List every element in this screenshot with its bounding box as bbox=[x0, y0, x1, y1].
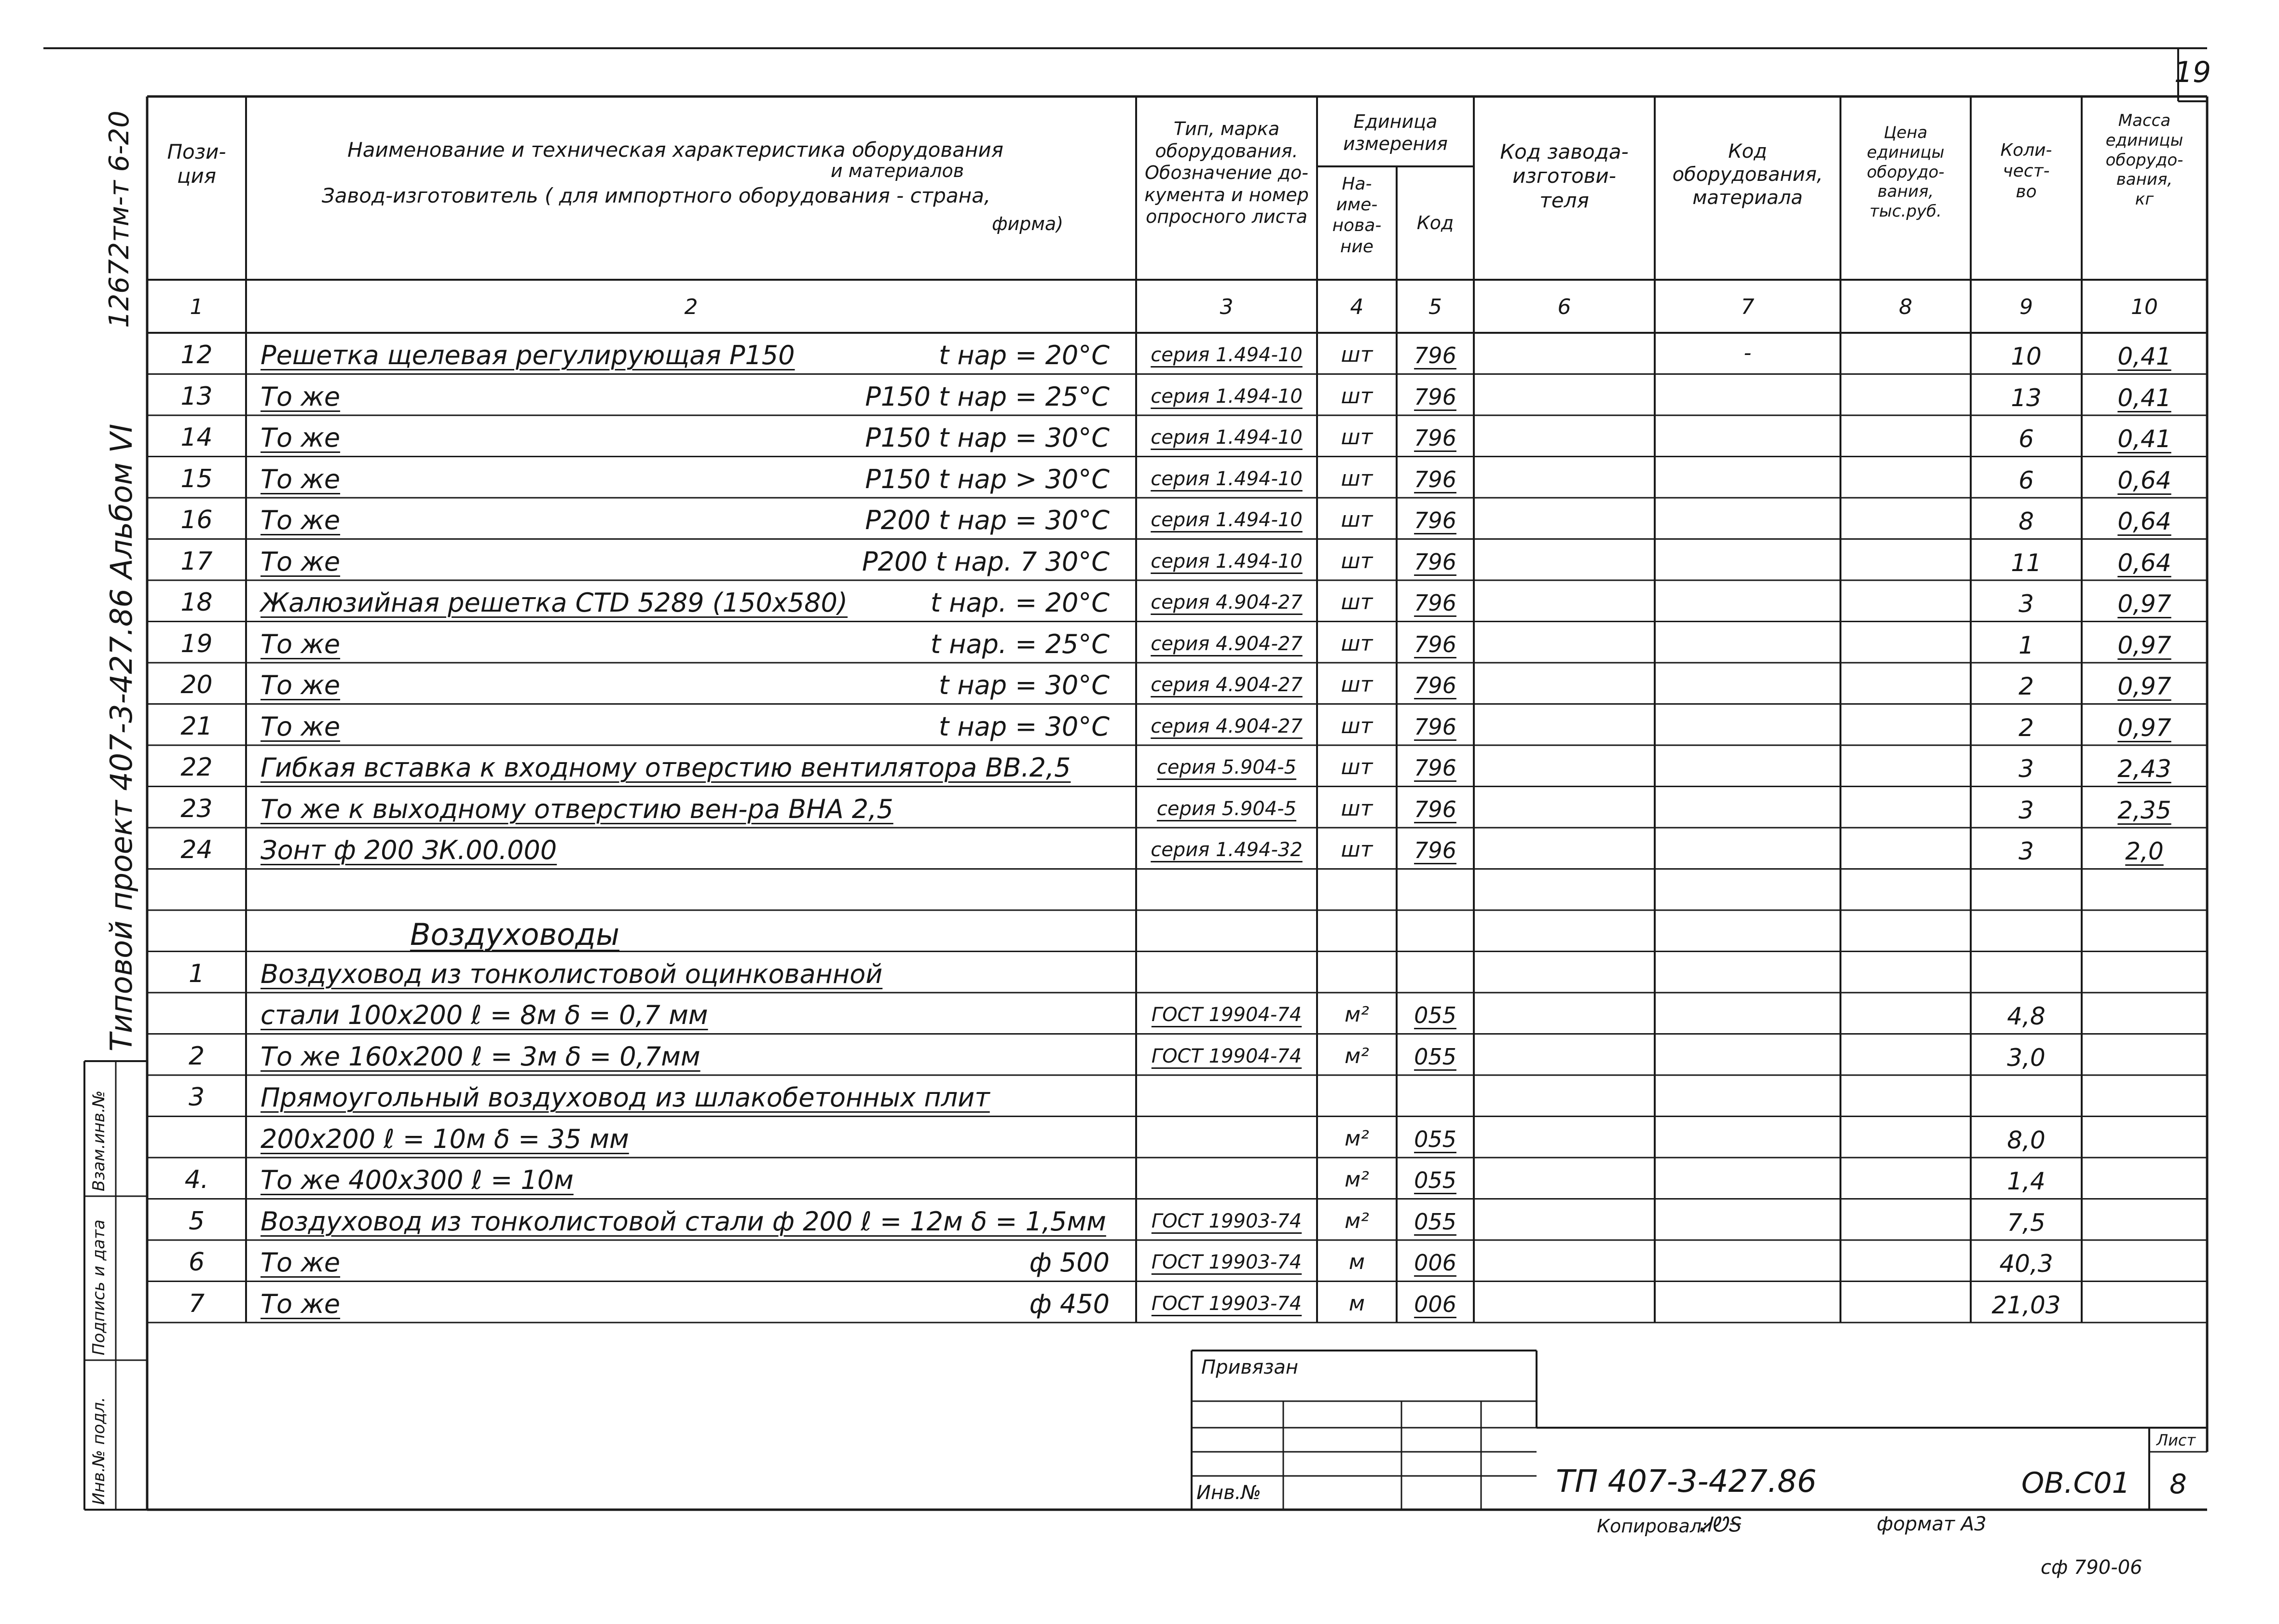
header-equipment-code: Код оборудования, материала bbox=[1672, 140, 1823, 209]
row-mass: 0,64 bbox=[2117, 548, 2171, 577]
row-name: Прямоугольный воздуховод из шлакобетонных плит bbox=[261, 1082, 990, 1113]
row-position: 6 bbox=[188, 1248, 205, 1277]
column-number: 5 bbox=[1428, 295, 1442, 319]
privyazan-label: Привязан bbox=[1201, 1356, 1299, 1378]
row-unit-code: 006 bbox=[1414, 1250, 1456, 1276]
row-mass: 2,0 bbox=[2125, 837, 2164, 865]
row-position: 16 bbox=[180, 505, 213, 534]
row-unit-code: 796 bbox=[1414, 507, 1456, 533]
row-unit-code: 055 bbox=[1414, 1126, 1456, 1152]
row-unit: м² bbox=[1345, 1043, 1369, 1068]
row-quantity: 13 bbox=[2011, 383, 2042, 412]
column-number: 6 bbox=[1557, 295, 1571, 319]
row-name: То же bbox=[261, 464, 341, 494]
row-quantity: 8,0 bbox=[2007, 1126, 2046, 1154]
side-document-code: 12672тм-т 6-20 bbox=[104, 110, 135, 328]
row-name: Решетка щелевая регулирующая Р150 bbox=[261, 340, 795, 370]
header-price: Цена единицы оборудо- вания, тыс.руб. bbox=[1867, 123, 1945, 221]
row-mass: 0,97 bbox=[2117, 631, 2171, 659]
row-position: 13 bbox=[180, 382, 213, 411]
row-unit-code: 796 bbox=[1414, 631, 1456, 657]
row-designation: серия 1.494-10 bbox=[1151, 467, 1303, 490]
row-unit: шт bbox=[1341, 837, 1373, 862]
header-name-line3: Завод-изготовитель ( для импортного оборудования - страна, bbox=[321, 184, 991, 207]
row-quantity: 21,03 bbox=[1991, 1291, 2061, 1319]
header-name-line1: Наименование и техническая характеристика оборудования bbox=[347, 138, 1003, 162]
row-designation: ГОСТ 19903-74 bbox=[1151, 1292, 1302, 1315]
sheet-code: ОВ.С01 bbox=[2021, 1466, 2130, 1500]
column-number: 9 bbox=[2019, 295, 2033, 319]
copied-by-signature: ᏗᏬᎦ bbox=[1701, 1513, 1741, 1536]
row-unit-code: 055 bbox=[1414, 1043, 1456, 1070]
row-equipment-code: - bbox=[1744, 341, 1752, 365]
row-position: 22 bbox=[180, 753, 213, 782]
row-name: То же bbox=[261, 505, 341, 535]
row-name-right: Р150 t нар = 25°C bbox=[865, 381, 1110, 412]
row-position: 24 bbox=[180, 835, 213, 864]
column-number: 10 bbox=[2131, 295, 2158, 319]
row-unit: шт bbox=[1341, 796, 1373, 821]
row-name-right: Р150 t нар = 30°C bbox=[865, 423, 1110, 453]
row-name-right: t нар = 20°C bbox=[938, 340, 1110, 370]
row-unit: шт bbox=[1341, 548, 1373, 573]
row-name: стали 100х200 ℓ = 8м δ = 0,7 мм bbox=[261, 1000, 708, 1030]
header-name-line2: и материалов bbox=[830, 160, 964, 181]
side-stamp-signature: Подпись и дата bbox=[89, 1219, 109, 1355]
inventory-number-label: Инв.№ bbox=[1196, 1482, 1261, 1504]
row-unit: м² bbox=[1345, 1167, 1369, 1192]
row-position: 20 bbox=[180, 670, 213, 699]
row-quantity: 3,0 bbox=[2007, 1043, 2046, 1072]
row-name-right: t нар. = 20°C bbox=[930, 587, 1110, 618]
row-designation: серия 4.904-27 bbox=[1151, 632, 1303, 655]
row-mass: 0,64 bbox=[2117, 507, 2171, 535]
row-name-right: Р150 t нар > 30°C bbox=[865, 464, 1110, 494]
row-name-right: t нар. = 25°C bbox=[930, 628, 1110, 659]
row-position: 19 bbox=[180, 629, 213, 658]
row-unit-code: 796 bbox=[1414, 755, 1456, 781]
side-project-title: Типовой проект 407-3-427.86 Альбом VI bbox=[104, 423, 139, 1051]
row-name-right: t нар = 30°C bbox=[938, 711, 1110, 742]
row-unit: м bbox=[1348, 1250, 1365, 1274]
row-designation: серия 1.494-32 bbox=[1151, 839, 1303, 861]
section-heading: Воздуховоды bbox=[410, 917, 619, 952]
row-quantity: 1 bbox=[2018, 631, 2034, 659]
row-designation: серия 1.494-10 bbox=[1151, 385, 1303, 408]
row-unit: шт bbox=[1341, 590, 1373, 614]
row-unit-code: 796 bbox=[1414, 342, 1456, 368]
row-name: То же bbox=[261, 381, 341, 412]
header-unit-code: Код bbox=[1416, 212, 1454, 233]
row-name: То же bbox=[261, 670, 341, 700]
side-stamp-replacement: Взам.инв.№ bbox=[89, 1090, 109, 1191]
row-unit: шт bbox=[1341, 507, 1373, 532]
row-designation: ГОСТ 19903-74 bbox=[1151, 1210, 1302, 1232]
row-position: 5 bbox=[188, 1206, 205, 1236]
side-stamp-inventory: Инв.№ подл. bbox=[89, 1397, 109, 1505]
copied-by-label: Копировал: bbox=[1597, 1515, 1708, 1537]
row-name: То же 400х300 ℓ = 10м bbox=[261, 1165, 574, 1195]
row-position: 23 bbox=[180, 794, 213, 823]
row-quantity: 40,3 bbox=[1999, 1250, 2053, 1278]
row-quantity: 6 bbox=[2018, 425, 2034, 453]
row-mass: 0,97 bbox=[2117, 590, 2171, 618]
row-position: 14 bbox=[180, 423, 213, 452]
row-unit: шт bbox=[1341, 631, 1373, 656]
header-unit-name: На- име- нова- ние bbox=[1332, 174, 1382, 257]
row-designation: серия 1.494-10 bbox=[1151, 509, 1303, 531]
row-unit: шт bbox=[1341, 713, 1373, 738]
row-quantity: 2 bbox=[2018, 672, 2034, 700]
row-quantity: 3 bbox=[2018, 755, 2034, 783]
row-mass: 0,41 bbox=[2117, 425, 2171, 453]
row-unit: м bbox=[1348, 1291, 1365, 1316]
row-designation: ГОСТ 19904-74 bbox=[1151, 1045, 1302, 1067]
row-unit: м² bbox=[1345, 1002, 1369, 1027]
row-designation: ГОСТ 19904-74 bbox=[1151, 1004, 1302, 1026]
row-quantity: 4,8 bbox=[2007, 1002, 2046, 1030]
row-unit: м² bbox=[1345, 1126, 1369, 1151]
row-designation: серия 1.494-10 bbox=[1151, 550, 1303, 573]
row-unit: шт bbox=[1341, 425, 1373, 450]
row-quantity: 1,4 bbox=[2007, 1167, 2046, 1195]
row-name: То же к выходному отверстию вен-ра ВНА 2,5 bbox=[261, 793, 893, 824]
row-name: То же bbox=[261, 1288, 341, 1319]
row-unit: шт bbox=[1341, 342, 1373, 367]
column-number: 7 bbox=[1741, 295, 1755, 319]
row-position: 2 bbox=[188, 1041, 205, 1071]
row-designation: серия 4.904-27 bbox=[1151, 674, 1303, 696]
header-position: Пози- ция bbox=[167, 140, 226, 188]
row-position: 12 bbox=[180, 341, 213, 369]
row-quantity: 7,5 bbox=[2007, 1208, 2046, 1237]
row-quantity: 2 bbox=[2018, 713, 2034, 742]
row-name: Гибкая вставка к входному отверстию вентилятора ВВ.2,5 bbox=[261, 752, 1071, 783]
format-label: формат А3 bbox=[1877, 1513, 1987, 1535]
row-unit-code: 055 bbox=[1414, 1002, 1456, 1028]
header-unit: Единица измерения bbox=[1343, 111, 1448, 154]
row-name: Воздуховод из тонколистовой оцинкованной bbox=[261, 958, 883, 989]
row-name-right: Р200 t нар = 30°C bbox=[865, 505, 1110, 535]
row-designation: серия 5.904-5 bbox=[1156, 797, 1297, 820]
row-name-right: ф 500 bbox=[1029, 1247, 1110, 1278]
row-designation: серия 1.494-10 bbox=[1151, 344, 1303, 366]
row-mass: 0,64 bbox=[2117, 466, 2171, 494]
row-unit: шт bbox=[1341, 755, 1373, 779]
row-quantity: 8 bbox=[2018, 507, 2034, 535]
row-name: То же bbox=[261, 1247, 341, 1278]
row-name: Зонт ф 200 ЗК.00.000 bbox=[261, 835, 557, 865]
row-unit-code: 796 bbox=[1414, 713, 1456, 740]
row-mass: 0,41 bbox=[2117, 342, 2171, 370]
row-unit-code: 796 bbox=[1414, 590, 1456, 616]
row-name: Жалюзийная решетка СТD 5289 (150х580) bbox=[261, 587, 848, 618]
row-designation: серия 4.904-27 bbox=[1151, 715, 1303, 737]
row-position: 3 bbox=[188, 1083, 205, 1112]
row-position: 4. bbox=[184, 1165, 209, 1194]
row-quantity: 10 bbox=[2011, 342, 2042, 370]
row-quantity: 3 bbox=[2018, 837, 2034, 865]
row-designation: серия 1.494-10 bbox=[1151, 426, 1303, 449]
row-mass: 2,43 bbox=[2117, 755, 2171, 783]
row-quantity: 11 bbox=[2011, 548, 2042, 577]
row-unit-code: 796 bbox=[1414, 466, 1456, 492]
row-unit: шт bbox=[1341, 466, 1373, 491]
row-name: Воздуховод из тонколистовой стали ф 200 ℓ = 12м δ = 1,5мм bbox=[261, 1206, 1106, 1237]
row-unit-code: 796 bbox=[1414, 796, 1456, 822]
row-unit-code: 796 bbox=[1414, 383, 1456, 410]
row-unit-code: 796 bbox=[1414, 425, 1456, 451]
row-position: 1 bbox=[188, 959, 205, 988]
document-code: ТП 407-3-427.86 bbox=[1556, 1464, 1817, 1500]
row-designation: серия 5.904-5 bbox=[1156, 756, 1297, 778]
column-number: 3 bbox=[1220, 295, 1234, 319]
row-quantity: 3 bbox=[2018, 590, 2034, 618]
row-designation: серия 4.904-27 bbox=[1151, 591, 1303, 614]
column-number: 8 bbox=[1899, 295, 1912, 319]
row-position: 15 bbox=[180, 464, 213, 493]
row-mass: 2,35 bbox=[2117, 796, 2171, 824]
row-position: 21 bbox=[180, 711, 213, 741]
row-name: То же bbox=[261, 423, 341, 453]
row-name-right: ф 450 bbox=[1029, 1288, 1110, 1319]
row-position: 18 bbox=[180, 588, 213, 617]
row-designation: ГОСТ 19903-74 bbox=[1151, 1251, 1302, 1273]
header-mass: Масса единицы оборудо- вания, кг bbox=[2105, 111, 2183, 209]
row-name: То же bbox=[261, 546, 341, 577]
corner-sheet-number: 19 bbox=[2174, 55, 2211, 89]
row-unit: шт bbox=[1341, 383, 1373, 409]
sheet-label: Лист bbox=[2156, 1431, 2196, 1449]
row-name-right: t нар = 30°C bbox=[938, 670, 1110, 700]
sheet-number: 8 bbox=[2169, 1469, 2187, 1500]
row-quantity: 3 bbox=[2018, 796, 2034, 824]
row-unit-code: 796 bbox=[1414, 548, 1456, 575]
archive-stamp: сф 790-06 bbox=[2041, 1556, 2142, 1579]
column-number: 2 bbox=[684, 295, 698, 319]
header-type: Тип, марка оборудования. Обозначение до- кумента и номер опросного листа bbox=[1144, 118, 1309, 228]
row-name-right: Р200 t нар. 7 30°C bbox=[862, 546, 1110, 577]
row-unit-code: 006 bbox=[1414, 1291, 1456, 1317]
row-unit-code: 055 bbox=[1414, 1167, 1456, 1193]
header-quantity: Коли- чест- во bbox=[2000, 140, 2052, 202]
row-mass: 0,97 bbox=[2117, 672, 2171, 700]
row-unit-code: 796 bbox=[1414, 837, 1456, 863]
header-name-line4: фирма) bbox=[991, 213, 1064, 234]
column-number: 1 bbox=[190, 295, 204, 319]
row-position: 7 bbox=[188, 1289, 205, 1318]
row-unit: м² bbox=[1345, 1208, 1369, 1233]
row-unit: шт bbox=[1341, 672, 1373, 697]
row-mass: 0,41 bbox=[2117, 383, 2171, 412]
row-position: 17 bbox=[180, 546, 213, 576]
row-name: 200х200 ℓ = 10м δ = 35 мм bbox=[261, 1123, 629, 1154]
row-name: То же bbox=[261, 628, 341, 659]
header-plant-code: Код завода- изготови- теля bbox=[1500, 140, 1629, 212]
row-mass: 0,97 bbox=[2117, 713, 2171, 742]
row-name: То же bbox=[261, 711, 341, 742]
row-unit-code: 796 bbox=[1414, 672, 1456, 698]
column-number: 4 bbox=[1350, 295, 1364, 319]
row-name: То же 160х200 ℓ = 3м δ = 0,7мм bbox=[261, 1041, 700, 1072]
row-unit-code: 055 bbox=[1414, 1208, 1456, 1235]
row-quantity: 6 bbox=[2018, 466, 2034, 494]
